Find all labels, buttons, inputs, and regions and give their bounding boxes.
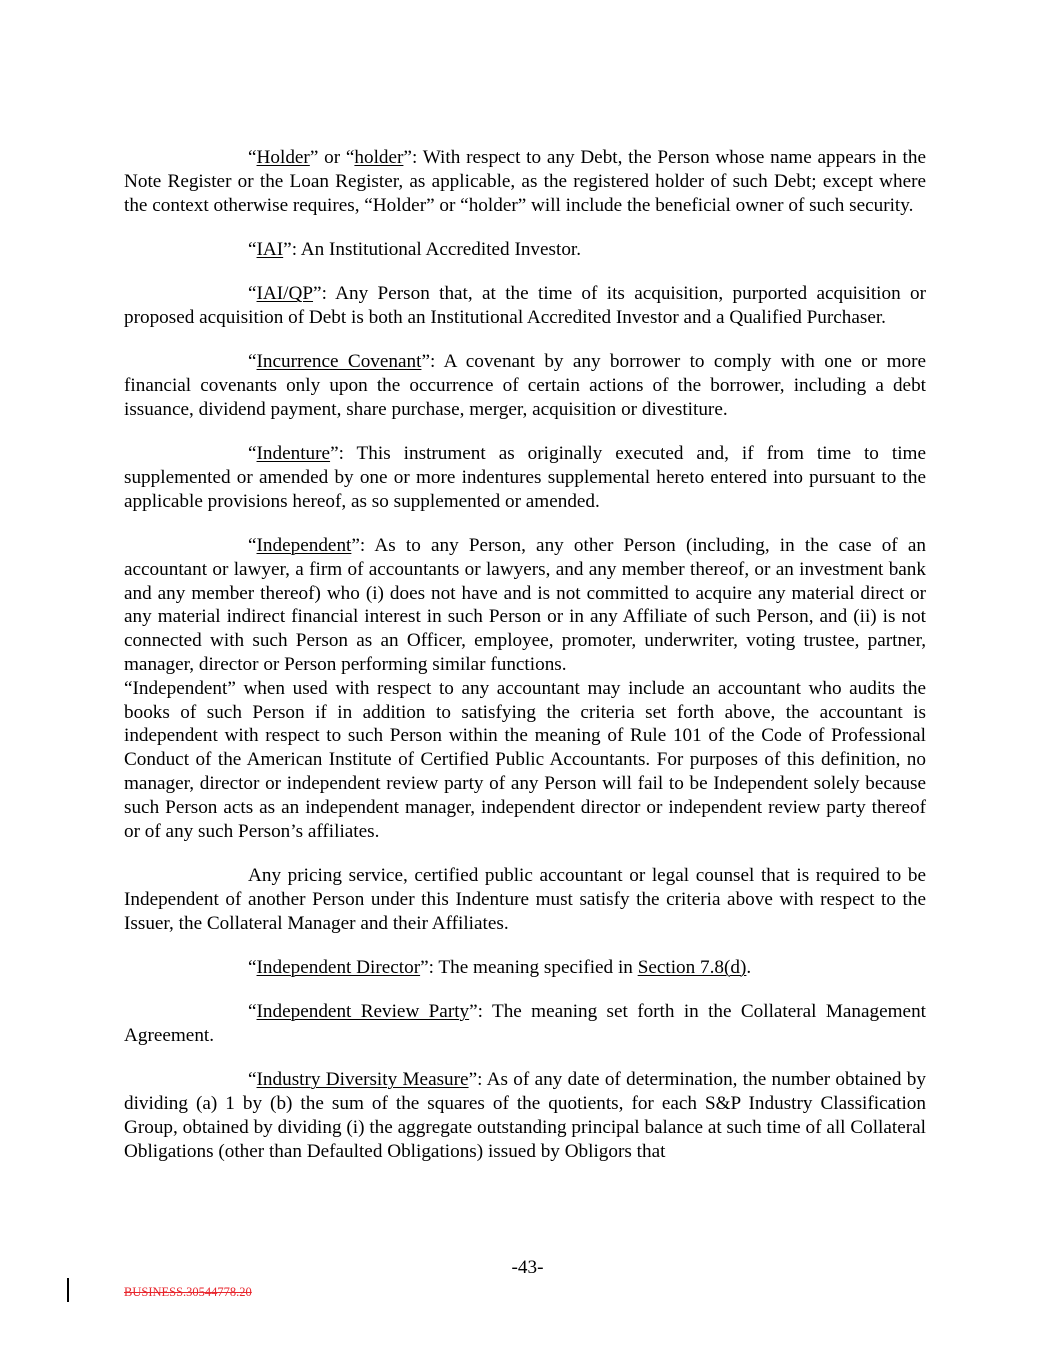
definition-independent-director: “Independent Director”: The meaning specified in Section 7.8(d). <box>248 956 752 978</box>
definition-text: : This instrument as originally executed and, if from time to time supplemented or amended by one or more indentures supplemental hereto entered into pursuant to the applicable provisions hereof, as so supplemented or amended. <box>124 443 926 512</box>
definition-text: : The meaning set forth in the Collateral Management Agreement. <box>124 1001 926 1046</box>
defined-term: Holder <box>256 147 310 168</box>
definition-iai: “IAI”: An Institutional Accredited Investor. <box>248 238 582 260</box>
definition-holder: “Holder” or “holder”: With respect to any Debt, the Person whose name appears in the Note Register or the Loan Register, as applicable, as the registered holder of such Debt; except where the context otherwise requires, “Holder” or “holder” will include the beneficial owner of such security. <box>124 147 926 216</box>
definition-industry-diversity-measure: “Industry Diversity Measure”: As of any date of determination, the number obtained by dividing (a) 1 by (b) the sum of the squares of the quotients, for each S&P Industry Classification Group, obtained by dividing (i) the aggregate outstanding principal balance at such time of all Collateral Obligations (other than Defaulted Obligations) issued by Obligors that <box>124 1069 926 1162</box>
defined-term: Independent Director <box>256 956 421 978</box>
defined-term: Incurrence Covenant <box>256 351 422 373</box>
definition-text: : As of any date of determination, the number obtained by dividing (a) 1 by (b) the sum of the squares of the quotients, for each S&P Industry Classification Group, obtained by dividing (i) the aggregate outstanding principal balance at such time of all Collateral Obligations (other than Defaulted Obligations) issued by Obligors that <box>124 1069 926 1162</box>
change-bar <box>67 1278 69 1302</box>
definition-text: : An Institutional Accredited Investor. <box>291 238 582 260</box>
defined-term: Independent Review Party <box>256 1001 470 1023</box>
definition-text: : With respect to any Debt, the Person whose name appears in the Note Register or the Loan Register, as applicable, as the registered holder of such Debt; except where the context otherwise requires, “Holder” or “holder” will include the beneficial owner of such security. <box>124 147 926 216</box>
definition-incurrence-covenant: “Incurrence Covenant”: A covenant by any borrower to comply with one or more financial covenants only upon the occurrence of certain actions of the borrower, including a debt issuance, dividend payment, share purchase, merger, acquisition or divestiture. <box>124 351 926 420</box>
page-number: -43- <box>511 1257 544 1278</box>
definition-text: : As to any Person, any other Person (including, in the case of an accountant or lawyer, a firm of accountants or lawyers, and any member thereof, or an investment bank and any member thereof) who (i) does not have and is not committed to acquire any material direct or any material indirect financial interest in such Person or in any Affiliate of such Person, and (ii) is not connected with such Person as an Officer, employee, promoter, underwriter, voting trustee, partner, manager, director or Person performing similar functions. <box>124 535 926 676</box>
definition-independent-review-party: “Independent Review Party”: The meaning set forth in the Collateral Management Agreement. <box>124 1001 926 1046</box>
defined-term: Independent <box>256 535 352 557</box>
defined-term: holder <box>354 147 404 168</box>
independent-pricing-paragraph: Any pricing service, certified public accountant or legal counsel that is required to be Independent of another Person under this Indenture must satisfy the criteria above with respect to the Issuer, the Collateral Manager and their Affiliates. <box>124 864 926 934</box>
definition-continuation: “Independent” when used with respect to any accountant may include an accountant who audits the books of such Person if in addition to satisfying the criteria set forth above, the accountant is independent with respect to such Person within the meaning of Rule 101 of the Code of Professional Conduct of the American Institute of Certified Public Accountants. For purposes of this definition, no manager, director or independent review party of any Person will fail to be Independent solely because such Person acts as an independent manager, independent director or independent review party thereof or of any such Person’s affiliates. <box>124 677 926 842</box>
defined-term: Industry Diversity Measure <box>256 1069 469 1091</box>
definition-text: : The meaning specified in <box>428 956 638 978</box>
document-id: BUSINESS.30544778.20 <box>124 1285 252 1299</box>
defined-term: IAI <box>256 238 284 260</box>
definition-independent: “Independent”: As to any Person, any other Person (including, in the case of an accountant or lawyer, a firm of accountants or lawyers, and any member thereof, or an investment bank and any member thereof) who (i) does not have and is not committed to acquire any material direct or any material indirect financial interest in such Person or in any Affiliate of such Person, and (ii) is not connected with such Person as an Officer, employee, promoter, underwriter, voting trustee, partner, manager, director or Person performing similar functions. “Independent” when used with respect to any accountant may include an accountant who audits the books of such Person if in addition to satisfying the criteria set forth above, the accountant is independent with respect to such Person within the meaning of Rule 101 of the Code of Professional Conduct of the American Institute of Certified Public Accountants. For purposes of this definition, no manager, director or independent review party of any Person will fail to be Independent solely because such Person acts as an independent manager, independent director or independent review party thereof or of any such Person’s affiliates. <box>124 535 926 842</box>
definition-indenture: “Indenture”: This instrument as originally executed and, if from time to time supplemented or amended by one or more indentures supplemental hereto entered into pursuant to the applicable provisions hereof, as so supplemented or amended. <box>124 443 926 512</box>
defined-term: IAI/QP <box>256 283 314 305</box>
defined-term: Indenture <box>256 443 331 465</box>
definition-text: : Any Person that, at the time of its acquisition, purported acquisition or proposed acquisition of Debt is both an Institutional Accredited Investor and a Qualified Purchaser. <box>124 283 926 328</box>
definition-text: : A covenant by any borrower to comply with one or more financial covenants only upon the occurrence of certain actions of the borrower, including a debt issuance, dividend payment, share purchase, merger, acquisition or divestiture. <box>124 351 926 420</box>
document-body <box>124 146 926 1184</box>
section-cross-reference[interactable]: Section 7.8(d) <box>637 956 747 978</box>
definition-iai-qp: “IAI/QP”: Any Person that, at the time of its acquisition, purported acquisition or proposed acquisition of Debt is both an Institutional Accredited Investor and a Qualified Purchaser. <box>124 283 926 328</box>
